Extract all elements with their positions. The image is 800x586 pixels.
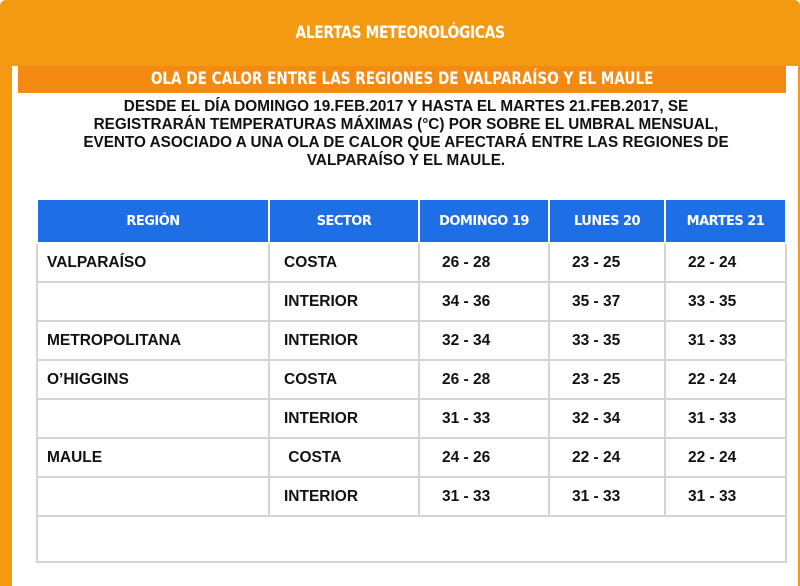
cell-region: MAULE (37, 438, 269, 477)
cell-sector: COSTA (269, 360, 419, 399)
cell-domingo: 32 - 34 (419, 321, 549, 360)
description-line: EVENTO ASOCIADO A UNA OLA DE CALOR QUE AFECTARÁ ENTRE LAS REGIONES DE (83, 134, 729, 151)
description-line: REGISTRARÁN TEMPERATURAS MÁXIMAS (°C) POR SOBRE EL UMBRAL MENSUAL, (93, 116, 719, 133)
cell-domingo: 31 - 33 (419, 399, 549, 438)
cell-region (37, 477, 269, 516)
table-row (37, 282, 786, 321)
cell-region: METROPOLITANA (37, 321, 269, 360)
column-header-sector: SECTOR (269, 199, 419, 243)
table-row-empty (37, 516, 786, 562)
cell-region: O’HIGGINS (37, 360, 269, 399)
cell-sector: INTERIOR (269, 399, 419, 438)
alert-title: OLA DE CALOR ENTRE LAS REGIONES DE VALPARAÍSO Y EL MAULE (150, 69, 654, 89)
description-line: DESDE EL DÍA DOMINGO 19.FEB.2017 Y HASTA EL MARTES 21.FEB.2017, SE (123, 98, 689, 115)
table-row (37, 360, 786, 399)
cell-lunes: 22 - 24 (549, 438, 665, 477)
column-header-martes: MARTES 21 (665, 199, 786, 243)
cell-region (37, 282, 269, 321)
cell-lunes: 33 - 35 (549, 321, 665, 360)
description-line: VALPARAÍSO Y EL MAULE. (306, 152, 506, 169)
alert-description (32, 98, 780, 170)
empty-cell (37, 516, 786, 562)
table-row (37, 477, 786, 516)
page-title: ALERTAS METEOROLÓGICAS (295, 23, 505, 43)
cell-martes: 22 - 24 (665, 243, 786, 282)
cell-sector: INTERIOR (269, 282, 419, 321)
temperature-table (36, 198, 787, 563)
table-row (37, 399, 786, 438)
table-header-row (37, 199, 786, 243)
cell-martes: 22 - 24 (665, 438, 786, 477)
column-header-lunes: LUNES 20 (549, 199, 665, 243)
cell-sector: INTERIOR (269, 477, 419, 516)
alert-title-bar (18, 66, 786, 93)
cell-martes: 31 - 33 (665, 321, 786, 360)
cell-domingo: 26 - 28 (419, 243, 549, 282)
cell-martes: 31 - 33 (665, 477, 786, 516)
cell-lunes: 35 - 37 (549, 282, 665, 321)
cell-lunes: 32 - 34 (549, 399, 665, 438)
cell-martes: 22 - 24 (665, 360, 786, 399)
cell-lunes: 23 - 25 (549, 243, 665, 282)
cell-martes: 33 - 35 (665, 282, 786, 321)
column-header-region: REGIÓN (37, 199, 269, 243)
cell-region: VALPARAÍSO (37, 243, 269, 282)
cell-domingo: 31 - 33 (419, 477, 549, 516)
cell-sector: INTERIOR (269, 321, 419, 360)
table-row (37, 438, 786, 477)
cell-sector: COSTA (269, 243, 419, 282)
column-header-domingo: DOMINGO 19 (419, 199, 549, 243)
cell-domingo: 24 - 26 (419, 438, 549, 477)
cell-lunes: 23 - 25 (549, 360, 665, 399)
cell-domingo: 26 - 28 (419, 360, 549, 399)
table-row (37, 243, 786, 282)
alert-panel (12, 66, 798, 586)
cell-region (37, 399, 269, 438)
cell-lunes: 31 - 33 (549, 477, 665, 516)
cell-sector: COSTA (269, 438, 419, 477)
cell-domingo: 34 - 36 (419, 282, 549, 321)
table-row (37, 321, 786, 360)
cell-martes: 31 - 33 (665, 399, 786, 438)
